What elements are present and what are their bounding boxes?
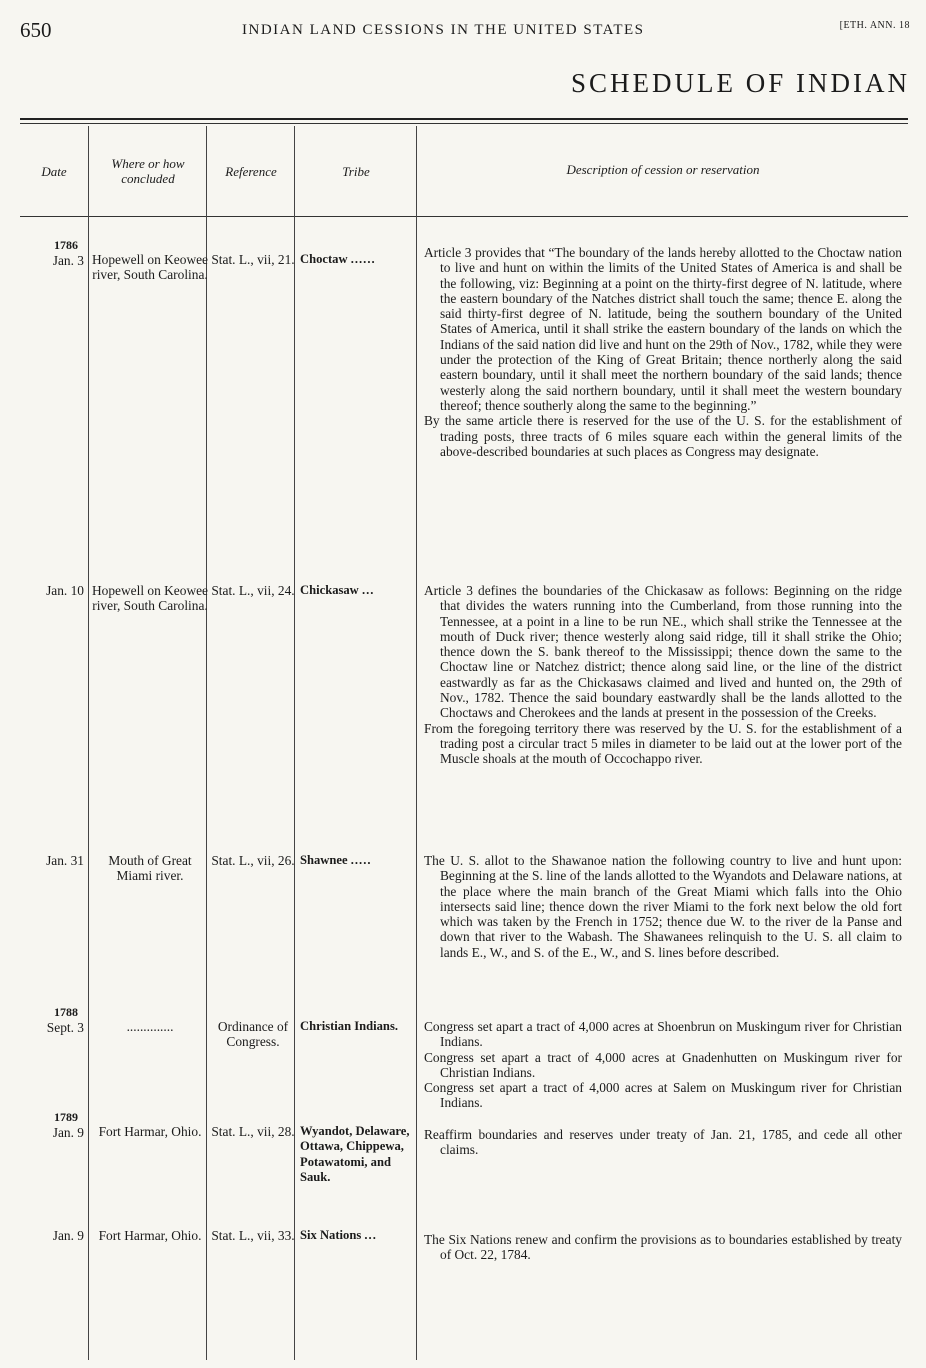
year: 1786 bbox=[54, 238, 78, 252]
leader-dots: ... bbox=[364, 1228, 377, 1242]
description-cell bbox=[424, 1019, 902, 1111]
column-header-reference: Reference bbox=[225, 163, 277, 179]
running-title: INDIAN LAND CESSIONS IN THE UNITED STATES bbox=[242, 22, 645, 38]
tribe-name: Christian Indians. bbox=[300, 1019, 398, 1033]
description-paragraph: By the same article there is reserved for the use of the U. S. for the establishment of trading posts, three tracts of 6 miles square each within the general limits of the above-described boundaries at such places as Congress may designate. bbox=[424, 413, 902, 459]
schedule-title: SCHEDULE OF INDIAN bbox=[571, 68, 910, 98]
day: Jan. 9 bbox=[52, 1125, 84, 1141]
column-header-where: Where or how concluded bbox=[111, 156, 185, 186]
column-header-date: Date bbox=[41, 163, 67, 179]
tribe-name: Wyandot, Delaware, Ottawa, Chippewa, Potawatomi, and Sauk. bbox=[300, 1124, 410, 1184]
reference-cell: Stat. L., vii, 24. bbox=[211, 583, 295, 598]
date-cell bbox=[20, 1110, 84, 1141]
description-paragraph: The U. S. allot to the Shawanoe nation the following country to live and hunt upon: Beginning at the S. line of the lands allotted to the Wyandots and Delaware nations, at the place where the main branch of the Great Miami which falls into the Ohio intersects said line; thence down the river Miami to the fork next below the old fort which was taken by the French in 1752; thence due W. to the river de la Panse and down that river to the Wabash. The Shawanees relinquish to the U. S. all claim to lands E., W., and S. of the E., W., and S. lines before described. bbox=[424, 853, 902, 960]
where-cell: Hopewell on Keowee river, South Carolina. bbox=[91, 583, 208, 614]
reference-cell: Stat. L., vii, 21. bbox=[211, 252, 295, 267]
description-paragraph: Congress set apart a tract of 4,000 acres at Shoenbrun on Muskingum river for Christian Indians. bbox=[424, 1019, 902, 1050]
column-divider bbox=[294, 126, 295, 1360]
date-cell bbox=[20, 1005, 84, 1036]
tribe-name: Shawnee bbox=[300, 853, 348, 867]
description-cell bbox=[424, 1232, 902, 1263]
table-top-rule bbox=[20, 118, 908, 120]
description-paragraph: Reaffirm boundaries and reserves under treaty of Jan. 21, 1785, and cede all other claims. bbox=[424, 1127, 902, 1158]
year: 1789 bbox=[54, 1110, 78, 1124]
date-cell bbox=[20, 853, 84, 868]
tribe-cell bbox=[300, 583, 418, 598]
where-cell: Mouth of Great Miami river. bbox=[108, 853, 192, 884]
column-header-description: Description of cession or reservation bbox=[566, 162, 760, 177]
date-cell bbox=[20, 238, 84, 269]
column-divider bbox=[88, 126, 89, 1360]
description-cell bbox=[424, 245, 902, 459]
reference-cell: Stat. L., vii, 33. bbox=[211, 1228, 295, 1243]
leader-dots: ..... bbox=[350, 853, 372, 867]
description-paragraph: The Six Nations renew and confirm the provisions as to boundaries established by treaty of Oct. 22, 1784. bbox=[424, 1232, 902, 1263]
tribe-cell bbox=[300, 252, 418, 267]
description-paragraph: Congress set apart a tract of 4,000 acres at Gnadenhutten on Muskingum river for Christian Indians. bbox=[424, 1049, 902, 1080]
description-paragraph: Article 3 provides that “The boundary of the lands hereby allotted to the Choctaw nation to live and hunt on within the limits of the United States of America is and shall be the following, viz: Beginning at a point on the thirty-first degree of N. latitude, where the eastern boundary of the Natches district shall touch the same; thence E. along the said thirty-first degree of N. latitude, being the southern boundary of the United States of America, until it shall strike the eastern boundary of the lands on which the Indians of the said nation did live and hunt on the 29th of Nov., 1782, while they were under the protection of the King of Great Britain; thence northerly along the said eastern boundary, until it shall meet the northern boundary of the said lands; thence westerly along the said northern boundary, until it shall meet the western boundary thereof; thence southerly along the same to the beginning.” bbox=[424, 245, 902, 413]
day: Jan. 10 bbox=[46, 583, 84, 598]
column-header-tribe: Tribe bbox=[342, 163, 370, 179]
day: Jan. 31 bbox=[46, 853, 84, 868]
reference-cell: Stat. L., vii, 26. bbox=[211, 853, 295, 868]
page-number: 650 bbox=[20, 18, 52, 42]
reference-cell: Ordinance of Congress. bbox=[217, 1019, 289, 1050]
tribe-name: Choctaw bbox=[300, 252, 348, 266]
tribe-cell bbox=[300, 1019, 418, 1034]
tribe-cell bbox=[300, 1124, 418, 1185]
tribe-cell bbox=[300, 1228, 418, 1243]
where-cell: Hopewell on Keowee river, South Carolina. bbox=[91, 252, 208, 283]
date-cell bbox=[20, 583, 84, 598]
description-cell bbox=[424, 583, 902, 767]
day: Jan. 3 bbox=[52, 253, 84, 269]
tribe-name: Six Nations bbox=[300, 1228, 362, 1242]
running-tag: [ETH. ANN. 18 bbox=[839, 20, 910, 31]
description-paragraph: From the foregoing territory there was reserved by the U. S. for the establishment of a trading post a circular tract 5 miles in diameter to be laid out at the lower port of the Muscle shoals at the mouth of Occochappo river. bbox=[424, 720, 902, 767]
header-bottom-rule bbox=[20, 216, 908, 217]
day: Sept. 3 bbox=[46, 1020, 84, 1036]
where-cell: Fort Harmar, Ohio. bbox=[98, 1124, 202, 1139]
table-top-rule-thin bbox=[20, 123, 908, 124]
running-head bbox=[20, 18, 910, 44]
leader-dots: ...... bbox=[350, 252, 376, 266]
description-paragraph: Congress set apart a tract of 4,000 acres at Salem on Muskingum river for Christian Indians. bbox=[424, 1080, 902, 1111]
description-cell bbox=[424, 1127, 902, 1158]
day: Jan. 9 bbox=[52, 1228, 84, 1243]
reference-cell: Stat. L., vii, 28. bbox=[211, 1124, 295, 1139]
where-cell: .............. bbox=[126, 1019, 174, 1034]
description-paragraph: Article 3 defines the boundaries of the Chickasaw as follows: Beginning on the ridge that divides the waters running into the Cumberland, from those running into the Tennessee, at a point in a line to be run NE., which shall strike the Tennessee at the mouth of Duck river; thence westerly along said ridge, till it shall strike the Ohio; thence down the S. bank thereof to the Mississippi; thence down the same to the Choctaw line or Natchez district; thence along said line, or the line of the district eastwardly as far as the Chickasaws claimed and lived and hunted on, the 29th of Nov., 1782. Thence the said boundary eastwardly shall be the lands allotted to the Choctaws and Cherokees and the lands at present in the possession of the Creeks. bbox=[424, 583, 902, 721]
tribe-cell bbox=[300, 853, 418, 868]
date-cell bbox=[20, 1228, 84, 1243]
description-cell bbox=[424, 853, 902, 960]
where-cell: Fort Harmar, Ohio. bbox=[98, 1228, 202, 1243]
year: 1788 bbox=[54, 1005, 78, 1019]
tribe-name: Chickasaw bbox=[300, 583, 359, 597]
leader-dots: ... bbox=[361, 583, 375, 597]
column-divider bbox=[206, 126, 207, 1360]
